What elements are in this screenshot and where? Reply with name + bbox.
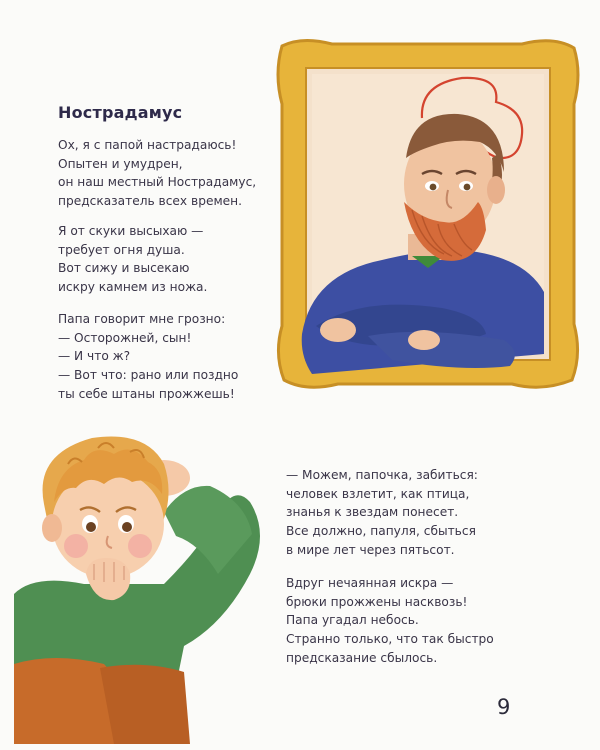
stanza-line: — Можем, папочка, забиться: [286, 468, 478, 482]
stanza-line: человек взлетит, как птица, [286, 486, 470, 501]
boy-illustration [14, 424, 270, 744]
stanza-line: Опытен и умудрен, [58, 156, 183, 171]
page-number: 9 [497, 695, 511, 719]
stanza-line: — И что ж? [58, 349, 131, 364]
stanza-line: Вдруг нечаянная искра — [286, 576, 454, 590]
stanza-line: Странно только, что так быстро [286, 632, 494, 647]
stanza-line: Папа угадал небось. [286, 613, 419, 628]
stanza-3 [58, 310, 238, 404]
stanza-1 [58, 136, 256, 211]
stanza-line: Вот сижу и высекаю [58, 261, 190, 276]
stanza-line: Я от скуки высыхаю — [58, 224, 204, 238]
stanza-line: знанья к звездам понесет. [286, 505, 459, 520]
stanza-line: искру камнем из ножа. [58, 280, 208, 295]
stanza-line: он наш местный Нострадамус, [58, 175, 257, 190]
stanza-line: Все должно, папуля, сбыться [286, 524, 476, 539]
stanza-line: предсказание сбылось. [286, 650, 438, 665]
stanza-5 [286, 574, 494, 668]
father-portrait-illustration [272, 34, 584, 396]
stanza-line: Папа говорит мне грозно: [58, 312, 226, 326]
stanza-2 [58, 222, 207, 297]
stanza-line: ты себе штаны прожжешь! [58, 386, 235, 401]
stanza-line: предсказатель всех времен. [58, 194, 242, 209]
stanza-4 [286, 466, 478, 560]
stanza-line: требует огня душа. [58, 242, 185, 257]
stanza-line: Ох, я с папой настрадаюсь! [58, 138, 237, 152]
stanza-line: в мире лет через пятьсот. [286, 542, 455, 557]
stanza-line: брюки прожжены насквозь! [286, 594, 468, 609]
poem-title: Нострадамус [58, 103, 183, 122]
stanza-line: — Осторожней, сын! [58, 330, 192, 345]
stanza-line: — Вот что: рано или поздно [58, 368, 239, 383]
